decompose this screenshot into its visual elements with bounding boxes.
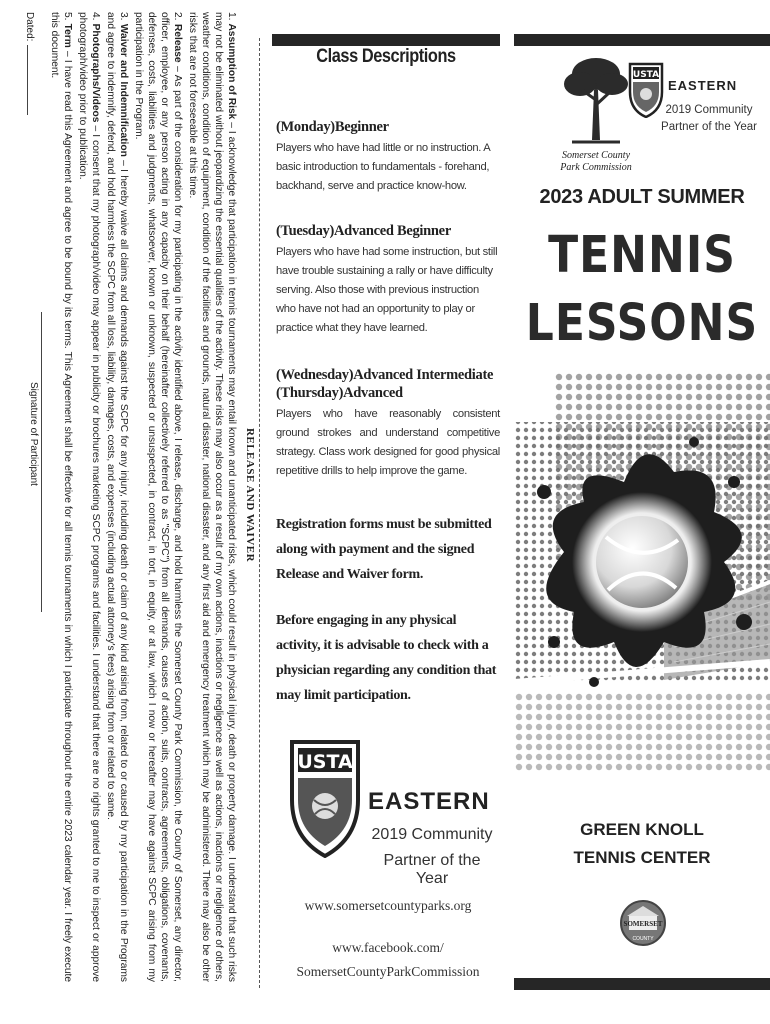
class-title: (Wednesday)Advanced Intermediate bbox=[276, 367, 494, 383]
class-title: (Monday)Beginner bbox=[276, 119, 389, 135]
release-waiver-panel bbox=[0, 0, 260, 1024]
facebook-link-line1[interactable]: www.facebook.com/ bbox=[332, 940, 444, 955]
partner-line-1: 2019 Community bbox=[371, 826, 493, 843]
clause-number: 1. bbox=[226, 12, 237, 21]
heading-bar bbox=[272, 34, 500, 46]
class-descriptions-heading: Class Descriptions bbox=[316, 46, 456, 67]
signature-row bbox=[24, 12, 54, 980]
usta-logo-text-small: USTA bbox=[632, 70, 660, 80]
title-word-lessons: LESSONS bbox=[525, 294, 759, 353]
park-commission-tree-icon bbox=[552, 50, 638, 180]
clause-number: 2. bbox=[172, 12, 183, 21]
bottom-bar bbox=[514, 978, 770, 990]
signature-line[interactable] bbox=[41, 312, 42, 612]
usta-eastern-logo bbox=[288, 738, 498, 887]
class-description: Players who have reasonably consistent ground strokes and understand competitive strategy. Class work designed for good physical repetitive drills to help improve the game. bbox=[276, 408, 500, 477]
park-logo-line2: Park Commission bbox=[560, 162, 632, 173]
park-logo-line1: Somerset County bbox=[561, 150, 631, 161]
release-waiver-content bbox=[10, 0, 260, 990]
waiver-clause bbox=[186, 12, 238, 982]
dated-field[interactable] bbox=[23, 12, 36, 115]
class-tuesday bbox=[276, 222, 500, 338]
signature-label: Signature of Participant bbox=[28, 382, 39, 486]
title-word-tennis: TENNIS bbox=[548, 226, 736, 285]
seal-top-text: SOMERSET bbox=[623, 920, 663, 928]
clause-heading: Waiver and Indemnification bbox=[118, 23, 129, 157]
top-bar bbox=[514, 34, 770, 46]
class-title-2: (Thursday)Advanced bbox=[276, 385, 403, 401]
venue-name-line2: TENNIS CENTER bbox=[573, 848, 711, 867]
eastern-label: EASTERN bbox=[368, 788, 490, 815]
website-link[interactable]: www.somersetcountyparks.org bbox=[304, 898, 472, 913]
partner-line-2-small: Partner of the Year bbox=[661, 121, 757, 133]
waiver-clause bbox=[76, 12, 102, 982]
tennis-ball-illustration bbox=[514, 362, 770, 792]
facebook-link-line2[interactable]: SomersetCountyParkCommission bbox=[296, 964, 480, 979]
class-description: Players who have had little or no instruction. A basic introduction to fundamentals - forehand, backhand, serve and practice know-how. bbox=[276, 142, 490, 192]
dated-line bbox=[27, 45, 28, 115]
class-descriptions-panel bbox=[268, 0, 504, 1024]
venue-name-line1: GREEN KNOLL bbox=[580, 820, 704, 839]
partner-line-1-small: 2019 Community bbox=[665, 104, 753, 116]
seal-bottom-text: COUNTY bbox=[632, 936, 654, 942]
health-note: Before engaging in any physical activity, it is advisable to check with a physician regarding any condition that may limit participation. bbox=[276, 613, 497, 703]
clause-text: – I hereby waive all claims and demands against the SCPC for any injury, including death or claim of any kind arising from, related to or caused by my participation in the Programs and agree to indemnify, defend, and hold harmless the SCPC from all loss, liability, damages, costs, and expenses (including actual attorney's fees) arising from or related to same. bbox=[105, 12, 129, 982]
clause-text: – I acknowledge that participation in tennis tournaments may entail known and unanticipated risks, which could result in physical injury, death or property damage. I understand that such risks may not be eliminated without jeopardizing the essential qualities of the activity. These risks may also occur as a result of my own actions, inactions or negligence as well as actions, inactions or negligence of others, weather conditions, condition of equipment, condition of the facilities and grounds, natural disaster, national disaster, and any first aid and emergency treatment which may be administered. There may also be other risks that are not foreseeable at this time. bbox=[187, 12, 237, 982]
class-monday bbox=[276, 118, 500, 196]
clause-text: – I consent that my photograph/video may appear in publicity or brochures marketing SCPC programs and facilities. I understand that there are no rights granted to me to inspect or approve photograph/video prior to publication. bbox=[77, 12, 101, 982]
clause-text: – As part of the consideration for my participating in the activity identified above, I release, discharge, and hold harmless the Somerset County Park Commission, the County of Somerset, any director, officer, employee, or any person acting in any capacity on their behalf (hereinafter collectively referred to as "SCPC") from all demands, causes of action, suits, contracts, agreements, obligations, covenants, defenses, costs, liabilities and judgments, whatsoever, known or unknown, suspected or unsuspected, in contract, in tort, in equity, or at law, which I now or hereafter may have against SCPC arising from my participation in the Program. bbox=[133, 12, 183, 982]
usta-shield-icon bbox=[288, 738, 362, 858]
program-title: 2023 ADULT SUMMER bbox=[539, 186, 745, 208]
clause-number: 4. bbox=[90, 12, 101, 21]
registration-note: Registration forms must be submitted along with payment and the signed Release and Waiver form. bbox=[276, 517, 492, 582]
somerset-county-seal-icon bbox=[618, 898, 668, 952]
class-wednesday-thursday bbox=[276, 366, 500, 481]
dated-label: Dated: bbox=[24, 12, 35, 42]
waiver-clause bbox=[132, 12, 184, 982]
clause-text: – I have read this Agreement and agree to be bound by its terms. This Agreement shall be effective for all tennis tournaments in which I participate throughout the entire 2023 calendar year. I freely execute this document. bbox=[49, 12, 73, 982]
clause-number: 5. bbox=[62, 12, 73, 21]
cover-panel bbox=[514, 0, 770, 1024]
class-description: Players who have had some instruction, but still have trouble sustaining a rally or have difficulty serving. Also those with previous instruction who have not had an opportunity to play or practice what they have learned. bbox=[276, 246, 498, 334]
waiver-clause bbox=[104, 12, 130, 982]
usta-logo-text: USTA bbox=[297, 751, 353, 773]
clause-number: 3. bbox=[118, 12, 129, 21]
class-title: (Tuesday)Advanced Beginner bbox=[276, 223, 451, 239]
clause-heading: Assumption of Risk bbox=[226, 23, 237, 120]
eastern-label-small: EASTERN bbox=[668, 78, 738, 93]
cut-line bbox=[259, 38, 260, 988]
waiver-title: RELEASE AND WAIVER bbox=[244, 427, 256, 563]
clause-heading: Photographs/Videos bbox=[90, 23, 101, 123]
clause-heading: Term bbox=[62, 23, 73, 48]
partner-line-2: Partner of the Year bbox=[383, 852, 481, 887]
clause-heading: Release bbox=[172, 24, 183, 63]
